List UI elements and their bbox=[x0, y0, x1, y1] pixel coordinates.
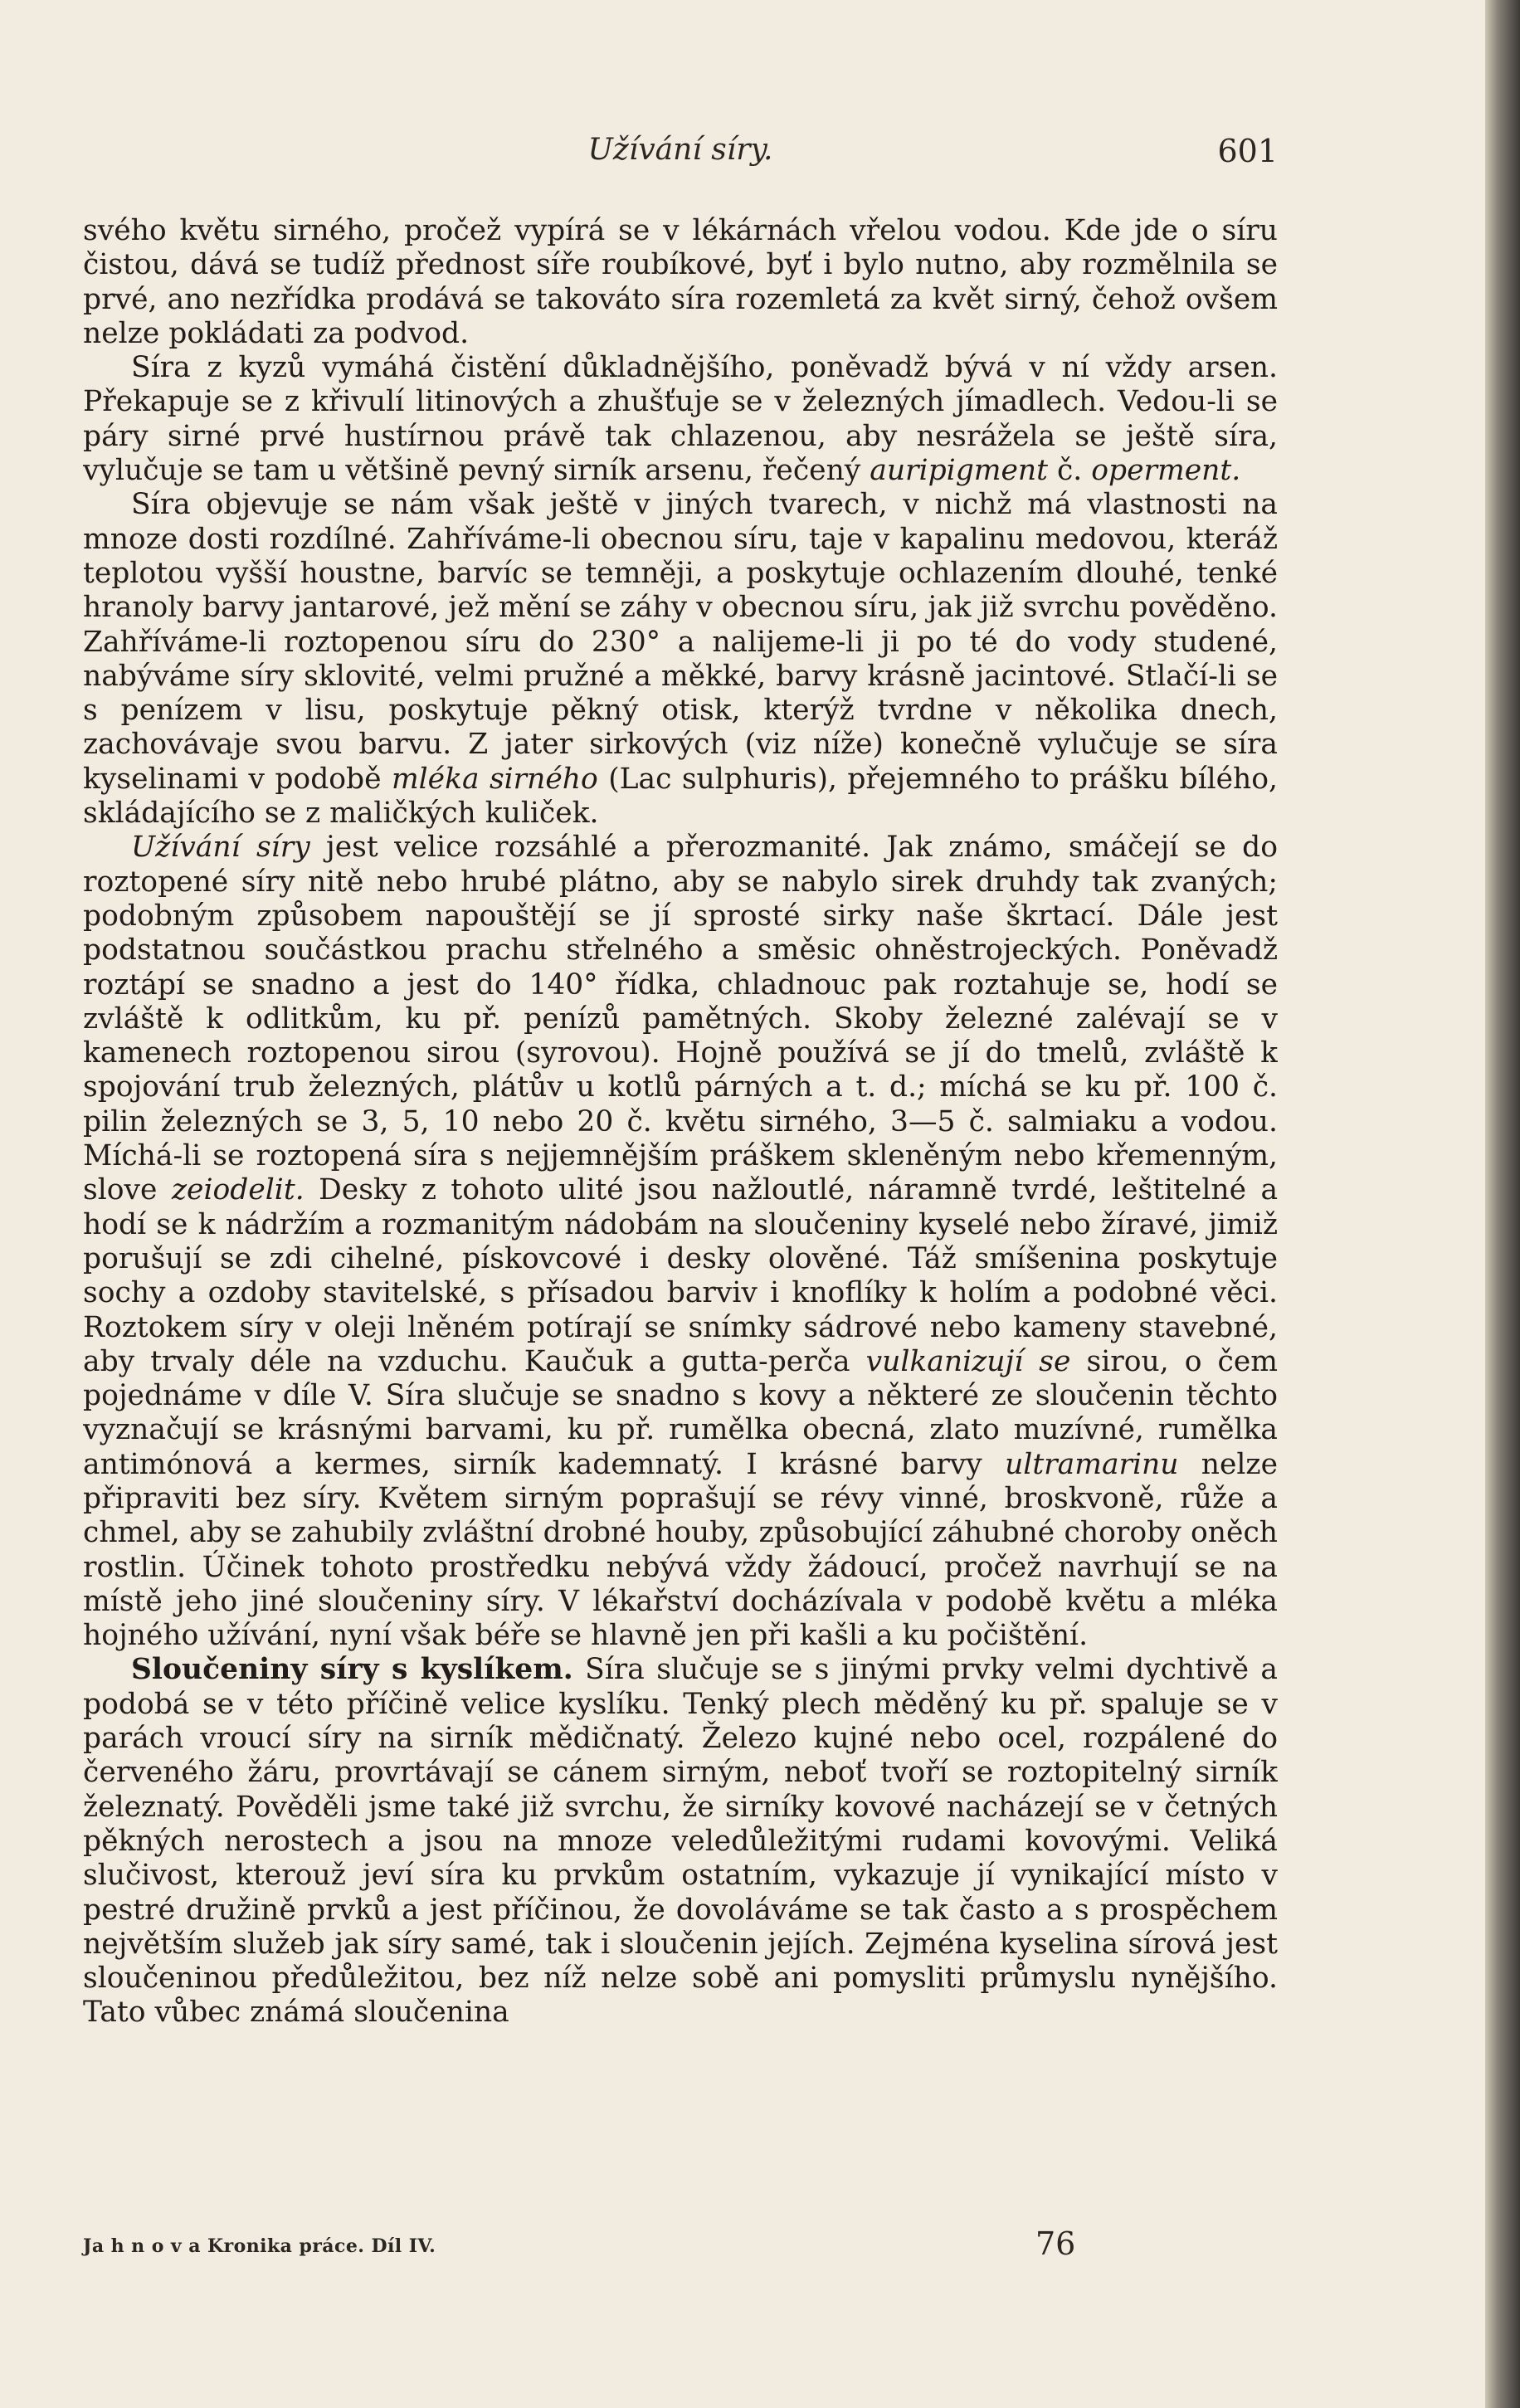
book-spine-edge bbox=[1485, 0, 1520, 2408]
paragraph-3 bbox=[83, 488, 1278, 831]
page-header bbox=[83, 124, 1278, 174]
paragraph-5-text: Síra slučuje se s jinými prvky velmi dychtivě a podobá se v této příčině velice kyslíku. Tenký plech měděný ku př. spaluje se v parách vroucí síry na sirník mědičnatý. Železo kujné nebo ocel, rozpálené do červeného žáru, provrtávají se cánem sirným, neboť tvoří se roztopitelný sirník železnatý. Pověděli jsme také již svrchu, že sirníky kovové nacházejí se v četných pěkných nerostech a jsou na mnoze veledůležitými rudami kovovými. Veliká slučivost, kterouž jeví síra ku prvkům ostatním, vykazuje jí vynikající místo v pestré družině prvků a jest příčinou, že dovoláváme se tak často a s prospěchem největším služeb jak síry samé, tak i sloučenin jejích. Zejména kyselina sírová jest sloučeninou předůležitou, bez níž nelze sobě ani pomysliti průmyslu nynějšího. Tato vůbec známá sloučenina bbox=[83, 1653, 1278, 2030]
running-title: Užívání síry. bbox=[587, 133, 773, 167]
paragraph-1: svého květu sirného, pročež vypírá se v lékárnách vřelou vodou. Kde jde o síru čistou, dává se tudíž přednost síře roubíkové, byť i bylo nutno, aby rozmělnila se prvé, ano nezřídka prodává se takováto síra rozemletá za květ sirný, čehož ovšem nelze pokládati za podvod. bbox=[83, 214, 1278, 350]
paragraph-4-text-b: Desky z tohoto ulité jsou nažloutlé, náramně tvrdé, leštitelné a hodí se k nádržím a rozmanitým nádobám na sloučeniny kyselé nebo žíravé, jimiž porušují se zdi cihelné, pískovcové i desky olověné. Táž smíšenina poskytuje sochy a ozdoby stavitelské, s přísadou barviv i knoflíky k holím a podobné věci. Roztokem síry v oleji lněném potírají se snímky sádrové nebo kameny stavebné, aby trvaly déle na vzduchu. Kaučuk a gutta-perča bbox=[83, 1173, 1278, 1378]
page-number: 601 bbox=[1217, 133, 1278, 169]
page-footer bbox=[83, 2224, 1278, 2265]
body-text bbox=[83, 214, 1278, 2172]
printer-signature: Ja h n o v a Kronika práce. Díl IV. bbox=[83, 2235, 436, 2257]
paragraph-3-text-b: (Lac sulphuris), přejemného to prášku bílého, skládajícího se z maličkých kuliček. bbox=[83, 762, 1278, 831]
paragraph-4-text-d: nelze připraviti bez síry. Květem sirným poprašují se révy vinné, broskvoně, růže a chmel, aby se zahubily zvláštní drobné houby, způsobující záhubné choroby oněch rostlin. Účinek tohoto prostředku nebývá vždy žádoucí, pročež navrhují se na místě jeho jiné sloučeniny síry. V lékařství docházívala v podobě květu a mléka hojného užívání, nyní však béře se hlavně jen při kašli a ku počištění. bbox=[83, 1447, 1278, 1653]
term-ultramarinu: ultramarinu bbox=[1005, 1447, 1179, 1481]
paragraph-5 bbox=[83, 1653, 1278, 2030]
term-operment: operment. bbox=[1091, 454, 1241, 488]
term-zeiodelit: zeiodelit. bbox=[171, 1173, 304, 1207]
term-auripigment: auripigment bbox=[870, 454, 1048, 488]
section-title-uzivani-siry: Užívání síry bbox=[131, 831, 310, 865]
paragraph-4-text-c: sirou, o čem pojednáme v díle V. Síra slučuje se snadno s kovy a některé ze sloučenin těchto vyznačují se krásnými barvami, ku př. rumělka obecná, zlato muzívné, rumělka antimónová a kermes, sirník kademnatý. I krásné barvy bbox=[83, 1344, 1278, 1481]
term-mleka-sirneho: mléka sirného bbox=[391, 762, 598, 796]
paragraph-4 bbox=[83, 831, 1278, 1653]
sheet-number: 76 bbox=[1035, 2225, 1076, 2262]
paragraph-2 bbox=[83, 351, 1278, 488]
paragraph-3-text-a: Síra objevuje se nám však ještě v jiných tvarech, v nichž má vlastnosti na mnoze dosti rozdílné. Zahříváme-li obecnou síru, taje v kapalinu medovou, kteráž teplotou vyšší houstne, barvíc se temněji, a poskytuje ochlazením dlouhé, tenké hranoly barvy jantarové, jež mění se záhy v obecnou síru, jak již svrchu pověděno. Zahříváme-li roztopenou síru do 230° a nalijeme-li ji po té do vody studené, nabýváme síry sklovité, velmi pružné a měkké, barvy krásně jacintové. Stlačí-li se s penízem v lisu, poskytuje pěkný otisk, kterýž tvrdne v několika dnech, zachovávaje svou barvu. Z jater sirkových (viz níže) konečně vylučuje se síra kyselinami v podobě bbox=[83, 488, 1278, 796]
term-vulkanizuji: vulkanizují se bbox=[865, 1344, 1071, 1378]
paragraph-2-text: Síra z kyzů vymáhá čistění důkladnějšího, poněvadž bývá v ní vždy arsen. Překapuje se z křivulí litinových a zhušťuje se v železných jímadlech. Vedou-li se páry sirné prvé hustírnou právě tak chlazenou, aby nesrážela se ještě síra, vylučuje se tam u většině pevný sirník arsenu, řečený bbox=[83, 351, 1278, 488]
abbr-c: č. bbox=[1056, 454, 1083, 488]
section-title-slouceniny: Sloučeniny síry s kyslíkem. bbox=[131, 1653, 573, 1687]
paragraph-4-text-a: jest velice rozsáhlé a přerozmanité. Jak známo, smáčejí se do roztopené síry nitě nebo hrubé plátno, aby se nabylo sirek druhdy tak zvaných; podobným způsobem napouštějí se jí sprosté sirky naše škrtací. Dále jest podstatnou součástkou prachu střelného a směsic ohněstrojeckých. Poněvadž roztápí se snadno a jest do 140° řídka, chladnouc pak roztahuje se, hodí se zvláště k odlitkům, ku př. penízů pamětných. Skoby železné zalévají se v kamenech roztopenou sirou (syrovou). Hojně používá se jí do tmelů, zvláště k spojování trub železných, plátův u kotlů párných a t. d.; míchá se ku př. 100 č. pilin železných se 3, 5, 10 nebo 20 č. květu sirného, 3—5 č. salmiaku a vodou. Míchá-li se roztopená síra s nejjemnějším práškem skleněným nebo křemenným, slove bbox=[83, 831, 1278, 1207]
